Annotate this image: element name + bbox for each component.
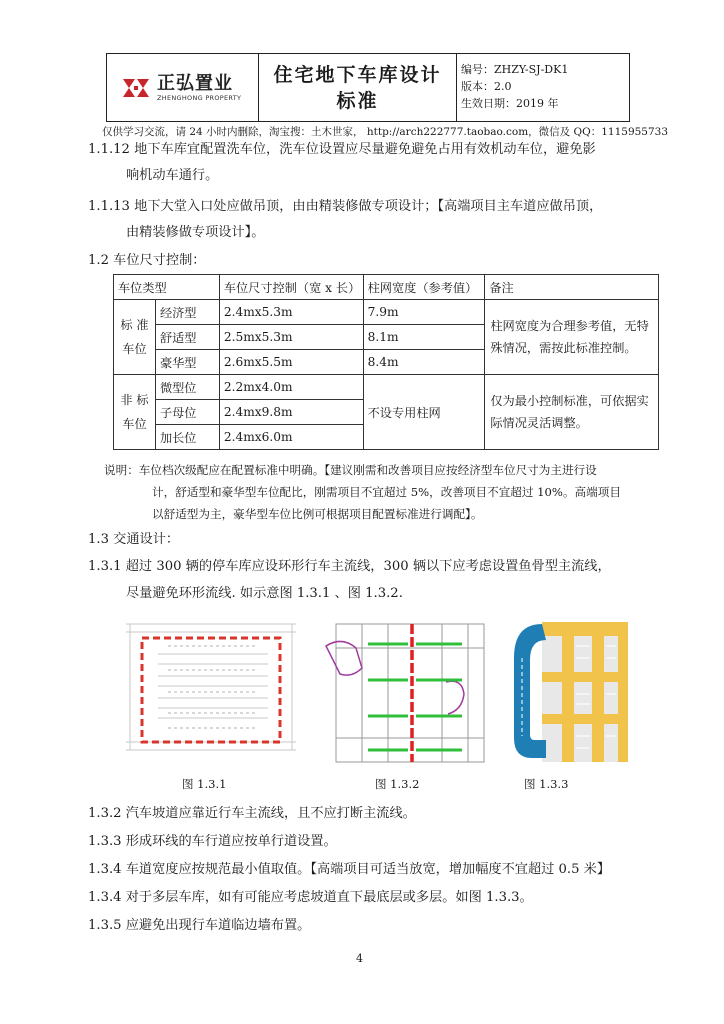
watermark-notice: 仅供学习交流，请 24 小时内删除，淘宝搜：土木世家， http://arch222777.taobao.com，微信及 QQ：1115955733 bbox=[102, 126, 669, 138]
table-cell: 2.4mx6.0m bbox=[219, 425, 363, 450]
table-cell: 经济型 bbox=[155, 300, 219, 325]
table-cell: 舒适型 bbox=[155, 325, 219, 350]
table-header: 车位类型 bbox=[114, 275, 220, 300]
figure-background bbox=[322, 618, 496, 768]
clause-1-3-5: 1.3.5 应避免出现行车道临边墙布置。 bbox=[88, 918, 311, 933]
parking-size-table bbox=[113, 274, 659, 450]
table-cell: 2.5mx5.3m bbox=[219, 325, 363, 350]
table-cell: 不设专用柱网 bbox=[363, 375, 485, 450]
table-cell: 加长位 bbox=[155, 425, 219, 450]
figure-1-3-3 bbox=[506, 618, 630, 766]
company-logo bbox=[107, 54, 259, 121]
note-line: 际情况灵活调整。 bbox=[490, 416, 588, 430]
note-line: 说明：车位档次级配应在配置标准中明确。【建议刚需和改善项目应按经济型车位尺寸为主进行设 bbox=[104, 463, 597, 477]
table-cell: 2.2mx4.0m bbox=[219, 375, 363, 400]
table-header-row bbox=[114, 275, 659, 300]
figure-background bbox=[118, 614, 304, 760]
figure-caption: 图 1.3.2 bbox=[375, 777, 420, 791]
table-cell: 8.4m bbox=[363, 350, 485, 375]
clause-1-1-12-line1: 1.1.12 地下车库宜配置洗车位，洗车位设置应尽量避免避免占用有效机动车位，避免影 bbox=[88, 142, 596, 157]
group-label: 车位 bbox=[122, 417, 147, 431]
group-label: 标 准 bbox=[120, 318, 149, 332]
table-header: 备注 bbox=[485, 275, 659, 300]
clause-1-1-13-line2: 由精装修做专项设计】。 bbox=[126, 225, 265, 240]
table-header: 车位尺寸控制（宽 x 长） bbox=[219, 275, 363, 300]
meta-date: 生效日期：2019 年 bbox=[461, 97, 559, 110]
section-1-3-heading: 1.3 交通设计： bbox=[88, 532, 180, 547]
clause-1-3-4-a: 1.3.4 车道宽度应按规范最小值取值。【高端项目可适当放宽，增加幅度不宜超过 0.5 米】 bbox=[88, 862, 611, 877]
meta-version: 版本：2.0 bbox=[461, 80, 512, 93]
logo-mark-icon bbox=[121, 75, 151, 101]
document-title bbox=[259, 54, 457, 121]
figure-1-3-2 bbox=[322, 618, 496, 768]
note-line: 计，舒适型和豪华型车位配比，刚需项目不宜超过 5%，改善项目不宜超过 10%。高端项目 bbox=[152, 485, 621, 499]
group-standard-note bbox=[485, 300, 659, 375]
logo-english: ZHENGHONG PROPERTY bbox=[157, 93, 242, 102]
document-header bbox=[106, 53, 630, 122]
group-label: 车位 bbox=[122, 342, 147, 356]
group-nonstandard bbox=[114, 375, 156, 450]
group-label: 非 标 bbox=[120, 393, 149, 407]
title-line-1: 住宅地下车库设计 bbox=[273, 63, 442, 86]
section-1-2-heading: 1.2 车位尺寸控制： bbox=[88, 253, 206, 268]
table-header: 柱网宽度（参考值） bbox=[363, 275, 485, 300]
table-cell: 子母位 bbox=[155, 400, 219, 425]
table-cell: 2.6mx5.5m bbox=[219, 350, 363, 375]
clause-1-3-1-line1: 1.3.1 超过 300 辆的停车库应设环形行车主流线，300 辆以下应考虑设置鱼骨型主流线， bbox=[88, 559, 611, 574]
group-nonstandard-note bbox=[485, 375, 659, 450]
group-standard bbox=[114, 300, 156, 375]
note-line: 殊情况，需按此标准控制。 bbox=[490, 341, 637, 355]
table-cell: 2.4mx5.3m bbox=[219, 300, 363, 325]
clause-1-1-12-line2: 响机动车通行。 bbox=[126, 168, 219, 183]
note-line: 以舒适型为主，豪华型车位比例可根据项目配置标准进行调配】。 bbox=[152, 507, 483, 521]
note-line: 柱网宽度为合理参考值，无特 bbox=[490, 319, 649, 333]
table-cell: 7.9m bbox=[363, 300, 485, 325]
parking-floor bbox=[542, 622, 628, 762]
meta-code: 编号：ZHZY-SJ-DK1 bbox=[461, 63, 569, 76]
clause-1-3-2: 1.3.2 汽车坡道应靠近行车主流线，且不应打断主流线。 bbox=[88, 806, 416, 821]
clause-1-1-13-line1: 1.1.13 地下大堂入口处应做吊顶，由由精装修做专项设计；【高端项目主车道应做吊顶， bbox=[88, 199, 603, 214]
clause-1-3-3: 1.3.3 形成环线的车行道应按单行道设置。 bbox=[88, 834, 337, 849]
table-cell: 8.1m bbox=[363, 325, 485, 350]
figure-caption: 图 1.3.1 bbox=[182, 777, 227, 791]
table-note bbox=[104, 459, 664, 525]
logo-name: 正弘置业 bbox=[157, 72, 233, 94]
clause-1-3-4-b: 1.3.4 对于多层车库，如有可能应考虑坡道直下最底层或多层。如图 1.3.3。 bbox=[88, 890, 533, 905]
note-line: 仅为最小控制标准，可依据实 bbox=[490, 394, 649, 408]
clause-1-3-1-line2: 尽量避免环形流线. 如示意图 1.3.1 、图 1.3.2. bbox=[126, 586, 403, 601]
figure-caption: 图 1.3.3 bbox=[524, 777, 569, 791]
document-meta bbox=[457, 54, 629, 121]
title-line-2: 标准 bbox=[336, 89, 379, 112]
table-cell: 2.4mx9.8m bbox=[219, 400, 363, 425]
figure-1-3-1 bbox=[118, 614, 304, 760]
table-cell: 豪华型 bbox=[155, 350, 219, 375]
table-cell: 微型位 bbox=[155, 375, 219, 400]
page-number: 4 bbox=[356, 952, 363, 965]
table-row bbox=[114, 375, 659, 400]
table-row bbox=[114, 300, 659, 325]
